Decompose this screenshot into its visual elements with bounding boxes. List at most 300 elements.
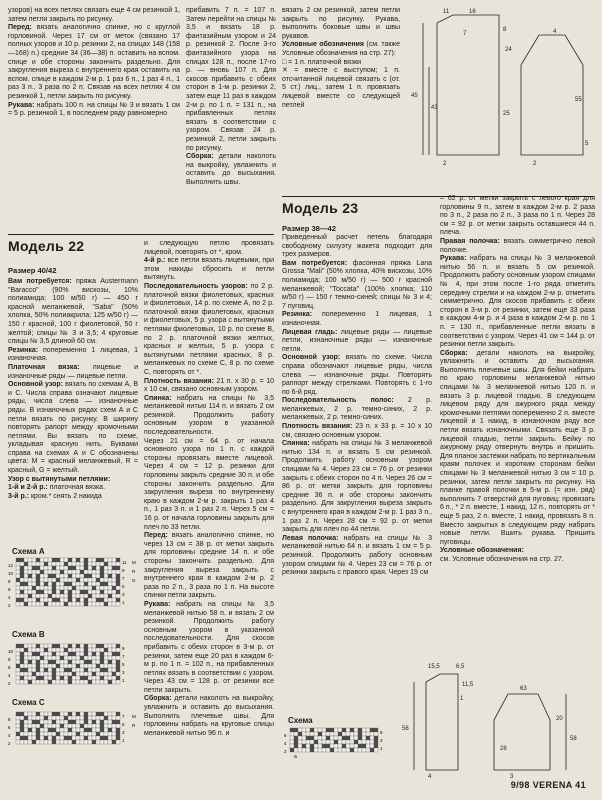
chart-cell bbox=[56, 668, 60, 672]
chart-cell bbox=[80, 680, 84, 684]
chart-cell bbox=[64, 652, 68, 656]
chart-cell bbox=[40, 740, 44, 744]
chart-cell bbox=[48, 656, 52, 660]
chart-cell bbox=[24, 586, 28, 590]
chart-cell bbox=[84, 720, 88, 724]
chart-cell bbox=[40, 736, 44, 740]
chart-cell bbox=[32, 558, 36, 562]
chart-cell bbox=[52, 570, 56, 574]
chart-cell bbox=[96, 652, 100, 656]
chart-cell bbox=[92, 728, 96, 732]
chart-cell bbox=[100, 582, 104, 586]
paragraph-body: и следующую петлю провязать лицевой, повторять от *, кром. bbox=[144, 240, 274, 256]
chart-cell bbox=[374, 748, 378, 752]
chart-cell bbox=[20, 574, 24, 578]
chart-cell bbox=[72, 578, 76, 582]
chart-cell bbox=[80, 712, 84, 716]
chart-cell bbox=[108, 712, 112, 716]
chart-cell bbox=[32, 668, 36, 672]
chart-cell bbox=[96, 570, 100, 574]
chart-cell bbox=[112, 736, 116, 740]
chart-cell bbox=[36, 724, 40, 728]
chart-cell bbox=[52, 736, 56, 740]
chart-cell bbox=[64, 602, 68, 606]
chart-cell bbox=[36, 566, 40, 570]
chart-cell bbox=[56, 728, 60, 732]
chart-cell bbox=[108, 736, 112, 740]
chart-cell bbox=[366, 748, 370, 752]
chart-cell bbox=[112, 728, 116, 732]
chart-cell bbox=[20, 724, 24, 728]
chart-cell bbox=[92, 712, 96, 716]
paragraph bbox=[282, 41, 400, 58]
paragraph-body: 23 п. x 33 р. = 10 x 10 см, связано основным узором. bbox=[282, 423, 433, 439]
chart-cell bbox=[60, 578, 64, 582]
paragraph bbox=[144, 257, 274, 283]
chart-cell bbox=[72, 672, 76, 676]
chart-cell bbox=[40, 728, 44, 732]
paragraph-heading: Резинка: bbox=[282, 311, 313, 319]
chart-cell bbox=[84, 660, 88, 664]
chart-cell bbox=[104, 644, 108, 648]
chart-cell bbox=[52, 740, 56, 744]
chart-cell bbox=[338, 736, 342, 740]
chart-cell bbox=[48, 586, 52, 590]
chart-cell bbox=[354, 732, 358, 736]
garment-schematic-top bbox=[403, 5, 595, 173]
chart-cell bbox=[56, 736, 60, 740]
chart-cell bbox=[20, 594, 24, 598]
chart-cell bbox=[76, 712, 80, 716]
chart-cell bbox=[80, 676, 84, 680]
chart-cell bbox=[88, 656, 92, 660]
chart-cell bbox=[80, 558, 84, 562]
chart-cell bbox=[36, 644, 40, 648]
chart-cell bbox=[80, 566, 84, 570]
chart-cell bbox=[44, 648, 48, 652]
chart-cell bbox=[112, 558, 116, 562]
chart-cell bbox=[80, 660, 84, 664]
chart-cell bbox=[36, 594, 40, 598]
dim-label: 15,5 bbox=[428, 664, 440, 670]
chart-cell bbox=[44, 720, 48, 724]
chart-cell bbox=[108, 716, 112, 720]
chart-cell bbox=[40, 562, 44, 566]
row-number: 4 bbox=[8, 673, 11, 678]
chart-cell bbox=[326, 736, 330, 740]
chart-cell bbox=[92, 586, 96, 590]
chart-cell bbox=[108, 602, 112, 606]
chart-cell bbox=[48, 740, 52, 744]
chart-cell bbox=[28, 590, 32, 594]
chart-cell bbox=[40, 652, 44, 656]
chart-cell bbox=[342, 748, 346, 752]
dim-label: 8 bbox=[503, 27, 507, 33]
chart-cell bbox=[96, 586, 100, 590]
chart-cell bbox=[60, 586, 64, 590]
chart-cell bbox=[104, 566, 108, 570]
chart-cell bbox=[32, 570, 36, 574]
chart-cell bbox=[16, 598, 20, 602]
chart-cell bbox=[116, 602, 120, 606]
chart-cell bbox=[290, 728, 294, 732]
paragraph-body: пряжа Austermann "Baracco" (90% вискозы, 10% полиамида; 100 м/50 г) — 450 г красной меланжевой, "Saba" (50% хлопка, 50% полиакрила; 125 м/50 г) — 150 г красной, 100 г фиолетовой, 50 г желтой; спицы № 3 и 3,5; 4 круговые спицы № 3,5 длиной 60 см. bbox=[8, 278, 138, 346]
chart-cell bbox=[92, 578, 96, 582]
chart-cell bbox=[342, 744, 346, 748]
row-number: 3 bbox=[122, 730, 125, 735]
paragraph bbox=[8, 102, 180, 119]
chart-cell bbox=[100, 716, 104, 720]
chart-cell bbox=[92, 724, 96, 728]
chart-cell bbox=[302, 736, 306, 740]
chart-cell bbox=[20, 712, 24, 716]
chart-cell bbox=[20, 736, 24, 740]
chart-cell bbox=[104, 602, 108, 606]
chart-cell bbox=[20, 558, 24, 562]
chart-cell bbox=[96, 656, 100, 660]
chart-cell bbox=[52, 582, 56, 586]
chart-cell bbox=[358, 740, 362, 744]
chart-cell bbox=[294, 736, 298, 740]
chart-cell bbox=[40, 716, 44, 720]
chart-cell bbox=[28, 732, 32, 736]
model23-title: Модель 23 bbox=[282, 200, 359, 216]
chart-cell bbox=[302, 740, 306, 744]
chart-cell bbox=[72, 648, 76, 652]
chart-cell bbox=[32, 594, 36, 598]
chart-cell bbox=[28, 720, 32, 724]
paragraph bbox=[440, 195, 595, 238]
paragraph-heading: Сборка: bbox=[144, 695, 172, 703]
chart-cell bbox=[100, 586, 104, 590]
paragraph bbox=[282, 535, 432, 578]
chart-cell bbox=[350, 736, 354, 740]
chart-cell bbox=[80, 736, 84, 740]
chart-cell bbox=[108, 558, 112, 562]
row-number: 1 bbox=[122, 738, 125, 743]
chart-cell bbox=[48, 648, 52, 652]
chart-cell bbox=[68, 656, 72, 660]
chart-cell bbox=[44, 590, 48, 594]
chart-cell bbox=[108, 656, 112, 660]
chart-cell bbox=[294, 740, 298, 744]
chart-cell bbox=[346, 744, 350, 748]
chart-cell bbox=[44, 570, 48, 574]
chart-cell bbox=[108, 728, 112, 732]
chart-cell bbox=[56, 562, 60, 566]
chart-cell bbox=[84, 732, 88, 736]
chart-cell bbox=[36, 562, 40, 566]
chart-cell bbox=[36, 680, 40, 684]
chart-cell bbox=[20, 668, 24, 672]
chart-cell bbox=[116, 732, 120, 736]
row-number: 6 bbox=[8, 725, 11, 730]
chart-cell bbox=[68, 566, 72, 570]
chart-cell bbox=[28, 566, 32, 570]
chart-cell bbox=[76, 664, 80, 668]
chart-cell bbox=[366, 744, 370, 748]
model22-size: Размер 40/42 bbox=[8, 266, 57, 275]
row-number: 8 bbox=[8, 579, 11, 584]
chart-cell bbox=[56, 586, 60, 590]
chart-cell bbox=[72, 736, 76, 740]
chart-cell bbox=[88, 558, 92, 562]
dim-label: 63 bbox=[520, 686, 527, 692]
scheme-c-title: Схема C bbox=[12, 698, 45, 707]
chart-cell bbox=[36, 660, 40, 664]
chart-cell bbox=[64, 728, 68, 732]
chart-cell bbox=[100, 680, 104, 684]
chart-cell bbox=[32, 672, 36, 676]
chart-cell bbox=[16, 652, 20, 656]
chart-cell bbox=[322, 736, 326, 740]
chart-cell bbox=[306, 736, 310, 740]
chart-cell bbox=[20, 664, 24, 668]
chart-cell bbox=[318, 736, 322, 740]
paragraph-body: вязать симметрично левой полочке. bbox=[440, 237, 595, 254]
chart-cell bbox=[20, 732, 24, 736]
chart-cell bbox=[92, 736, 96, 740]
chart-cell bbox=[52, 720, 56, 724]
chart-cell bbox=[104, 728, 108, 732]
chart-cell bbox=[36, 648, 40, 652]
chart-cell bbox=[40, 720, 44, 724]
chart-cell bbox=[76, 736, 80, 740]
chart-cell bbox=[112, 672, 116, 676]
chart-cell bbox=[370, 736, 374, 740]
chart-cell bbox=[40, 594, 44, 598]
chart-cell bbox=[104, 660, 108, 664]
chart-cell bbox=[28, 574, 32, 578]
paragraph bbox=[440, 350, 595, 548]
chart-cell bbox=[116, 558, 120, 562]
chart-cell bbox=[24, 668, 28, 672]
paragraph-body: 21 п. x 30 р. = 10 x 10 см, связано основным узором. bbox=[144, 377, 275, 394]
chart-cell bbox=[116, 582, 120, 586]
chart-cell bbox=[72, 590, 76, 594]
chart-cell bbox=[72, 740, 76, 744]
chart-cell bbox=[56, 594, 60, 598]
chart-cell bbox=[294, 744, 298, 748]
chart-cell bbox=[108, 644, 112, 648]
chart-cell bbox=[330, 744, 334, 748]
paragraph-heading: 4-й р.: bbox=[144, 257, 166, 265]
chart-cell bbox=[338, 732, 342, 736]
chart-cell bbox=[40, 558, 44, 562]
chart-cell bbox=[100, 644, 104, 648]
chart-cell bbox=[48, 664, 52, 668]
chart-cell bbox=[36, 672, 40, 676]
chart-cell bbox=[322, 748, 326, 752]
chart-cell bbox=[36, 720, 40, 724]
dim-label: 28 bbox=[500, 746, 507, 752]
chart-cell bbox=[36, 558, 40, 562]
chart-cell bbox=[116, 676, 120, 680]
chart-cell bbox=[44, 602, 48, 606]
chart-cell bbox=[92, 732, 96, 736]
col2-top-text bbox=[186, 7, 276, 187]
paragraph-body: = 62 р. от метки закрыть с левого края для горловины 9 п., затем в каждом 2-м р. 2 раза по 3 п., 2 раза по 2 п., 3 раза по 1 п. Через 28 см = 92 р. от метки закрыть оставшиеся 44 п. плеча. bbox=[440, 195, 595, 237]
chart-cell bbox=[370, 740, 374, 744]
color-code: M bbox=[132, 560, 136, 565]
chart-cell bbox=[52, 672, 56, 676]
chart-cell bbox=[76, 652, 80, 656]
paragraph bbox=[282, 234, 432, 260]
chart-cell bbox=[100, 652, 104, 656]
row-number: 2 bbox=[284, 749, 287, 754]
chart-cell bbox=[56, 598, 60, 602]
chart-cell bbox=[36, 712, 40, 716]
chart-cell bbox=[112, 676, 116, 680]
chart-cell bbox=[104, 648, 108, 652]
chart-cell bbox=[116, 586, 120, 590]
chart-cell bbox=[24, 644, 28, 648]
chart-cell bbox=[96, 648, 100, 652]
paragraph-heading: Условные обозначения: bbox=[440, 547, 524, 555]
chart-cell bbox=[28, 562, 32, 566]
chart-cell bbox=[100, 712, 104, 716]
chart-cell bbox=[322, 728, 326, 732]
chart-cell bbox=[64, 598, 68, 602]
chart-cell bbox=[92, 562, 96, 566]
chart-cell bbox=[100, 598, 104, 602]
chart-cell bbox=[48, 728, 52, 732]
chart-cell bbox=[88, 566, 92, 570]
row-number: 2 bbox=[8, 603, 11, 608]
chart-cell bbox=[24, 736, 28, 740]
chart-cell bbox=[36, 716, 40, 720]
chart-cell bbox=[40, 598, 44, 602]
chart-cell bbox=[16, 664, 20, 668]
chart-cell bbox=[104, 598, 108, 602]
chart-cell bbox=[20, 672, 24, 676]
chart-cell bbox=[298, 732, 302, 736]
chart-cell bbox=[290, 744, 294, 748]
chart-cell bbox=[52, 602, 56, 606]
dim-label: 25 bbox=[503, 111, 510, 117]
chart-cell bbox=[108, 590, 112, 594]
chart-cell bbox=[64, 736, 68, 740]
chart-cell bbox=[346, 728, 350, 732]
chart-cell bbox=[20, 644, 24, 648]
chart-cell bbox=[80, 740, 84, 744]
chart-cell bbox=[60, 570, 64, 574]
paragraph-heading: Рукава: bbox=[144, 600, 171, 608]
paragraph bbox=[282, 67, 400, 110]
chart-cell bbox=[48, 570, 52, 574]
chart-cell bbox=[80, 728, 84, 732]
chart-cell bbox=[112, 570, 116, 574]
chart-cell bbox=[72, 732, 76, 736]
chart-cell bbox=[68, 582, 72, 586]
chart-cell bbox=[68, 558, 72, 562]
chart-cell bbox=[48, 562, 52, 566]
chart-cell bbox=[36, 574, 40, 578]
chart-cell bbox=[52, 578, 56, 582]
chart-cell bbox=[76, 570, 80, 574]
chart-cell bbox=[68, 570, 72, 574]
chart-cell bbox=[290, 748, 294, 752]
paragraph bbox=[8, 493, 138, 502]
chart-cell bbox=[60, 736, 64, 740]
chart-cell bbox=[326, 748, 330, 752]
chart-cell bbox=[76, 566, 80, 570]
chart-cell bbox=[32, 712, 36, 716]
chart-cell bbox=[36, 590, 40, 594]
chart-cell bbox=[350, 732, 354, 736]
color-code: G bbox=[132, 578, 136, 583]
paragraph bbox=[144, 378, 274, 395]
chart-cell bbox=[24, 716, 28, 720]
chart-cell bbox=[100, 732, 104, 736]
chart-cell bbox=[72, 562, 76, 566]
chart-cell bbox=[60, 566, 64, 570]
chart-cell bbox=[92, 648, 96, 652]
paragraph bbox=[440, 556, 595, 565]
chart-cell bbox=[16, 672, 20, 676]
chart-cell bbox=[290, 740, 294, 744]
chart-cell bbox=[112, 716, 116, 720]
paragraph-heading: Лицевая гладь: bbox=[282, 328, 338, 336]
row-number: 1 bbox=[122, 678, 125, 683]
model22-rule bbox=[8, 234, 274, 235]
chart-cell bbox=[36, 582, 40, 586]
chart-cell bbox=[68, 672, 72, 676]
dim-label: 2 bbox=[533, 161, 537, 167]
chart-cell bbox=[44, 578, 48, 582]
chart-cell bbox=[346, 748, 350, 752]
dim-label: 16 bbox=[469, 9, 476, 15]
chart-cell bbox=[88, 590, 92, 594]
chart-cell bbox=[32, 574, 36, 578]
chart-cell bbox=[80, 732, 84, 736]
chart-cell bbox=[32, 728, 36, 732]
chart-cell bbox=[64, 676, 68, 680]
chart-cell bbox=[24, 680, 28, 684]
chart-cell bbox=[16, 644, 20, 648]
chart-cell bbox=[64, 724, 68, 728]
chart-cell bbox=[96, 676, 100, 680]
chart-cell bbox=[84, 740, 88, 744]
chart-cell bbox=[302, 748, 306, 752]
chart-cell bbox=[60, 740, 64, 744]
chart-cell bbox=[330, 740, 334, 744]
chart-cell bbox=[68, 724, 72, 728]
paragraph-body: набрать на спицы № 3 меланжевой нитью 134 п. и вязать 5 см резинкой. Продолжить работу основным узором спицами № 4. Через 23 см = 76 р. от резинки закрыть с обеих сторон по 4 п. Через 26 см = 86 р. от метки закрыть для горловины средние 36 п. и обе стороны закончить раздельно. Для закругления выреза закрыть с внутреннего края в каждом 2-м р. 1 раз 3 п., 1 раз 2 п. Через 28 см = 92 р. от метки закрыть для плеч по 44 петли. bbox=[282, 440, 432, 534]
chart-cell bbox=[36, 676, 40, 680]
chart-cell bbox=[100, 724, 104, 728]
chart-cell bbox=[16, 586, 20, 590]
chart-cell bbox=[64, 644, 68, 648]
row-number: 8 bbox=[8, 717, 11, 722]
chart-cell bbox=[362, 736, 366, 740]
chart-cell bbox=[88, 664, 92, 668]
paragraph-body: (см. также Условные обозначения на стр. 27): bbox=[282, 41, 400, 57]
chart-cell bbox=[84, 648, 88, 652]
chart-cell bbox=[100, 736, 104, 740]
chart-cell bbox=[298, 744, 302, 748]
paragraph bbox=[8, 476, 138, 485]
paragraph-body: детали наколоть на выкройку, увлажнить и оставить до высыхания. Выполнить плечевые швы. Для горловины набрать на круговые спицы меланжевой нитью 96 п. и bbox=[144, 695, 274, 737]
chart-cell bbox=[20, 720, 24, 724]
chart-cell bbox=[104, 724, 108, 728]
chart-cell bbox=[326, 744, 330, 748]
chart-cell bbox=[36, 732, 40, 736]
chart-cell bbox=[28, 644, 32, 648]
chart-cell bbox=[100, 562, 104, 566]
chart-cell bbox=[24, 732, 28, 736]
chart-cell bbox=[76, 676, 80, 680]
